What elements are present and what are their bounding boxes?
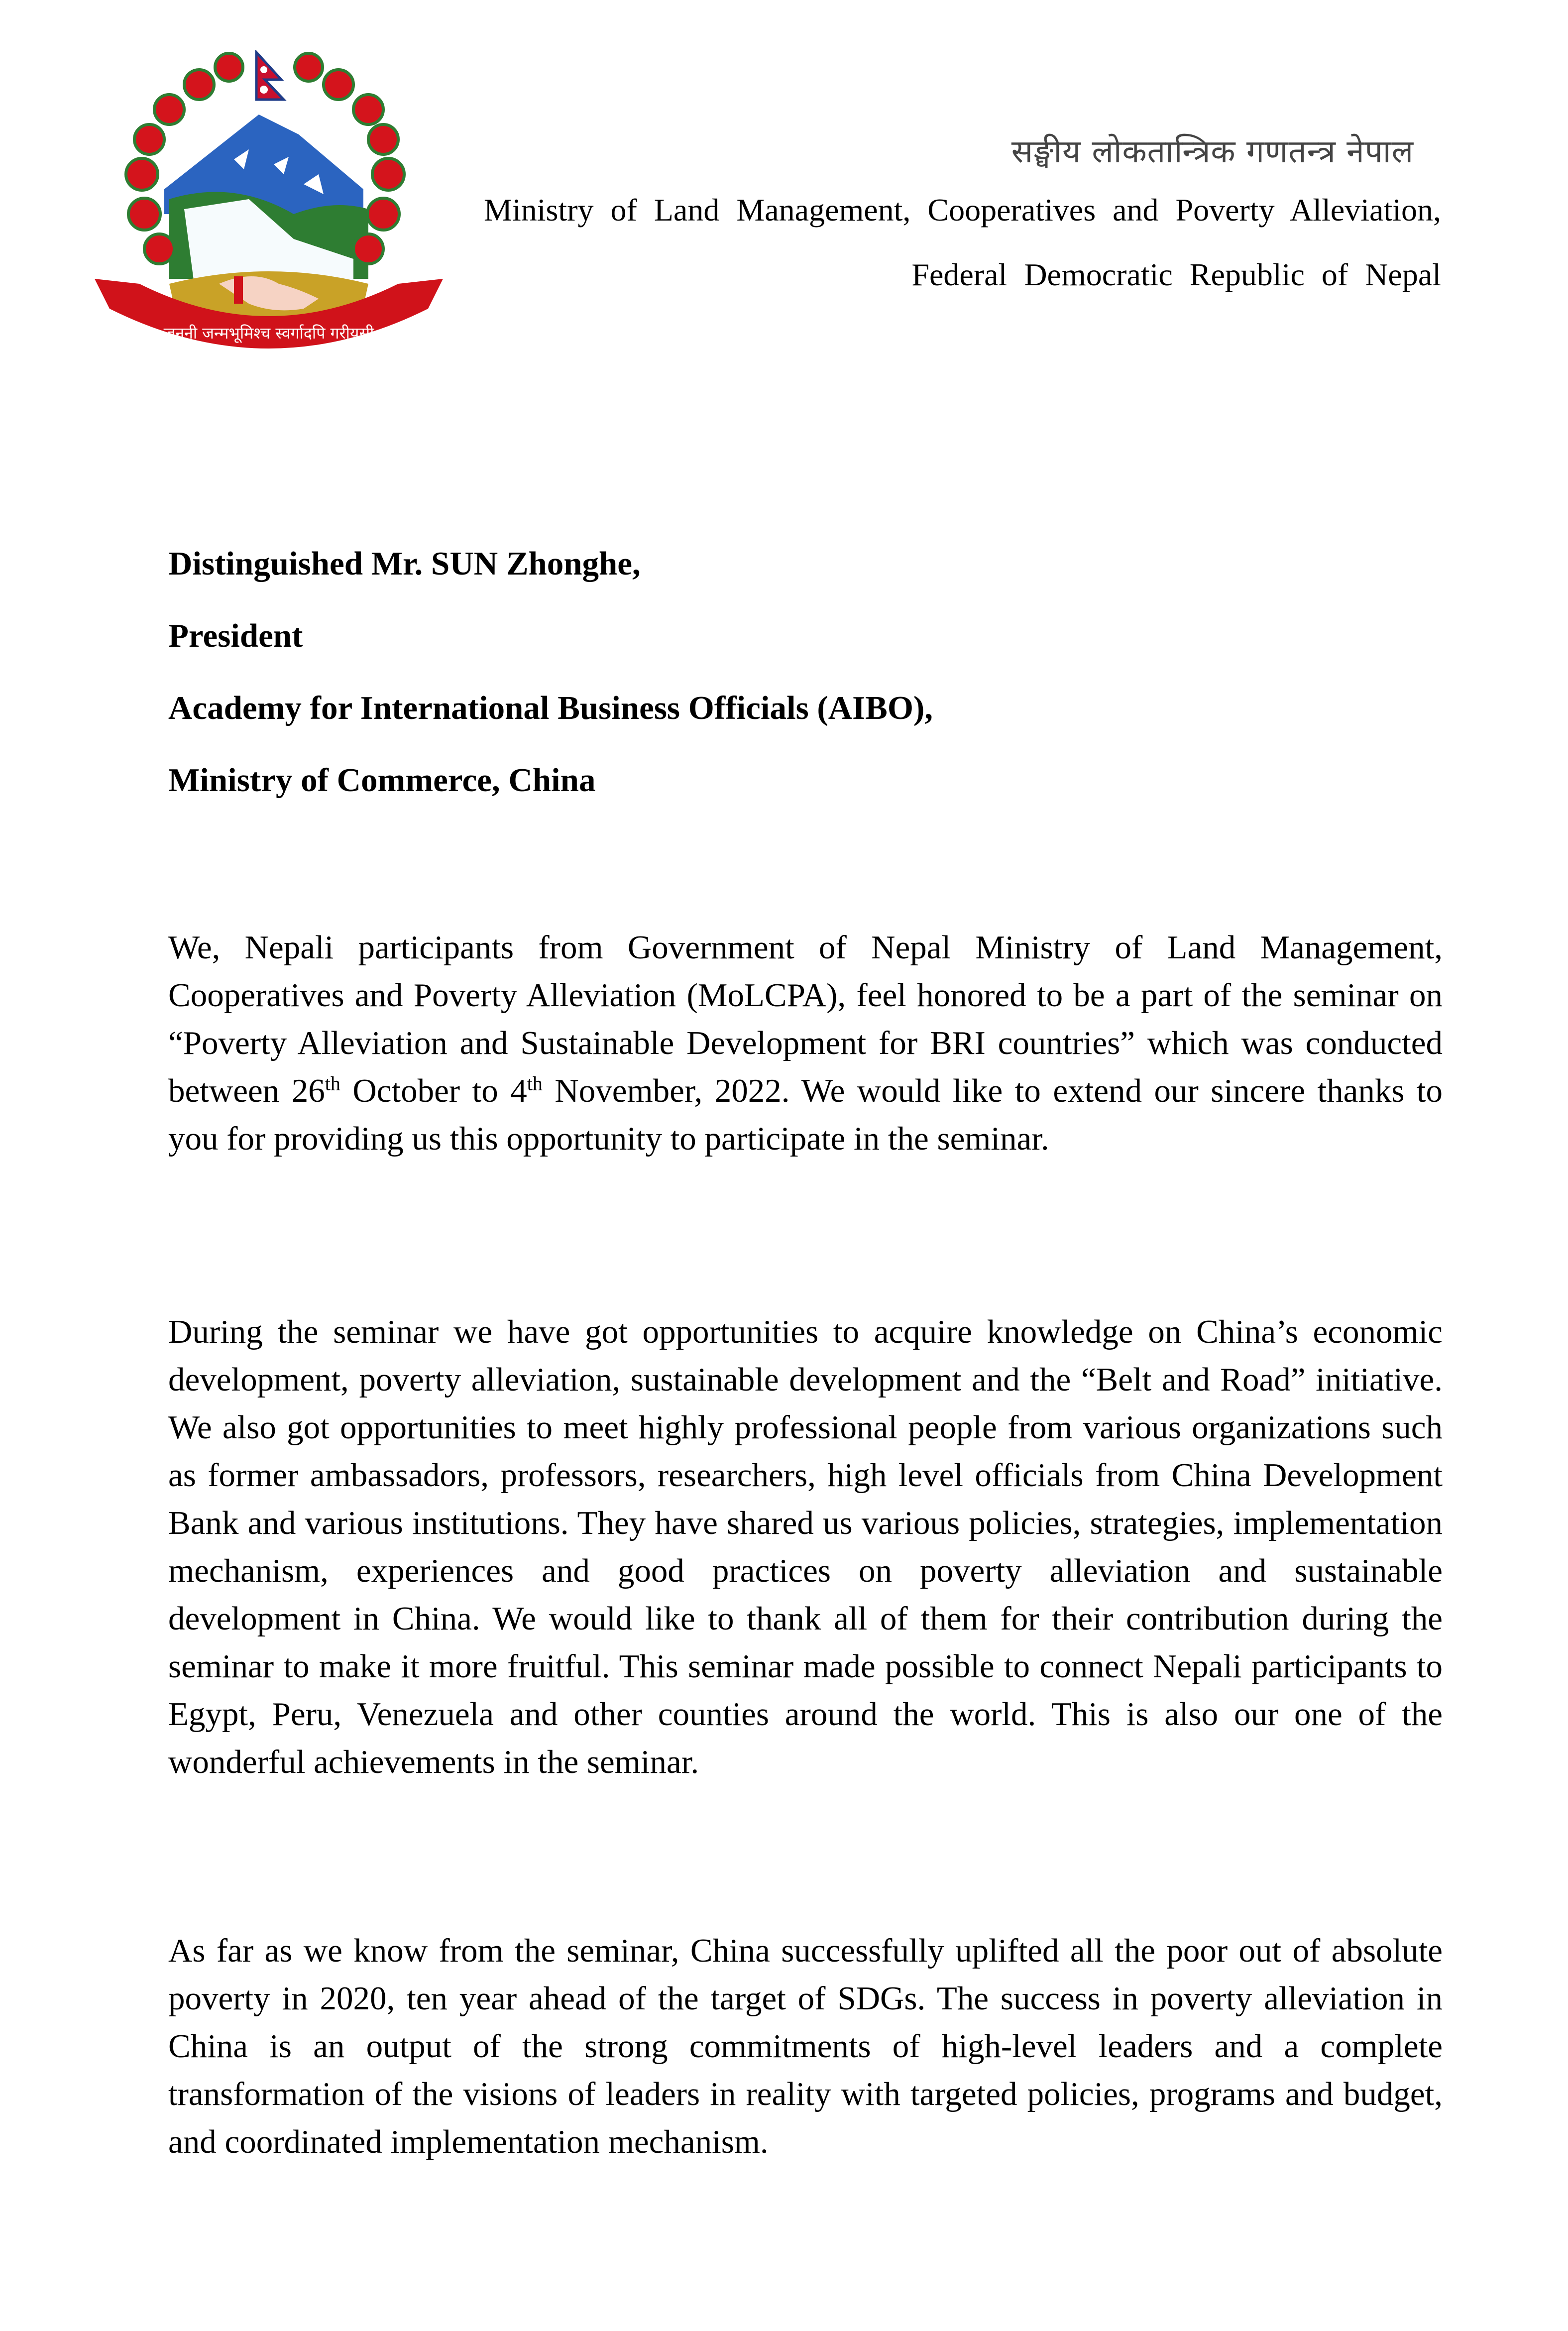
recipient-ministry: Ministry of Commerce, China <box>168 762 596 799</box>
recipient-title: President <box>168 617 303 654</box>
recipient-salutation: Distinguished Mr. SUN Zhonghe, <box>168 545 641 582</box>
recipient-block <box>168 528 933 816</box>
p1-text-a: We, Nepali participants from Government of Nepal Ministry of Land Management, Cooperatives and Poverty Alleviation (MoLCPA), feel honored to be a part of the seminar on “Poverty Alleviation and Sustainable Development for BRI countries” which was conducted between 26 <box>168 929 1443 1109</box>
p1-text-c: November, 2022. We would like to extend our sincere thanks to you for providing us this opportunity to participate in the seminar. <box>168 1072 1443 1157</box>
body-paragraph-2: During the seminar we have got opportunities to acquire knowledge on China’s economic development, poverty alleviation, sustainable development and the “Belt and Road” initiative. We also got opportunities to meet highly professional people from various organizations such as former ambassadors, professors, researchers, high level officials from China Development Bank and various institutions. They have shared us various policies, strategies, implementation mechanism, experiences and good practices on poverty alleviation and sustainable development in China. We would like to thank all of them for their contribution during the seminar to make it more fruitful. This seminar made possible to connect Nepali participants to Egypt, Peru, Venezuela and other counties around the world. This is also our one of the wonderful achievements in the seminar. <box>168 1313 1443 1780</box>
recipient-organization: Academy for International Business Officials (AIBO), <box>168 690 933 726</box>
body-paragraph-3: As far as we know from the seminar, China successfully uplifted all the poor out of absolute poverty in 2020, ten year ahead of the target of SDGs. The success in poverty alleviation in China is an output of the strong commitments of high-level leaders and a complete transformation of the visions of leaders in reality with targeted policies, programs and budget, and coordinated implementation mechanism. <box>168 1932 1443 2160</box>
country-name: Federal Democratic Republic of Nepal <box>911 257 1441 292</box>
p1-text-b: October to 4 <box>340 1072 527 1109</box>
coat-of-arms-icon <box>85 50 453 358</box>
devanagari-header: सङ्घीय लोकतान्त्रिक गणतन्त्र नेपाल <box>1011 133 1414 170</box>
ordinal-suffix: th <box>527 1072 543 1095</box>
ordinal-suffix: th <box>325 1072 340 1095</box>
body-paragraph-1 <box>168 924 1443 1163</box>
svg-text:जननी जन्मभूमिश्च स्वर्गादपि गर: जननी जन्मभूमिश्च स्वर्गादपि गरीयसी <box>163 324 374 343</box>
nepal-emblem <box>85 50 453 358</box>
ministry-name: Ministry of Land Management, Cooperatives and Poverty Alleviation, <box>484 192 1441 228</box>
